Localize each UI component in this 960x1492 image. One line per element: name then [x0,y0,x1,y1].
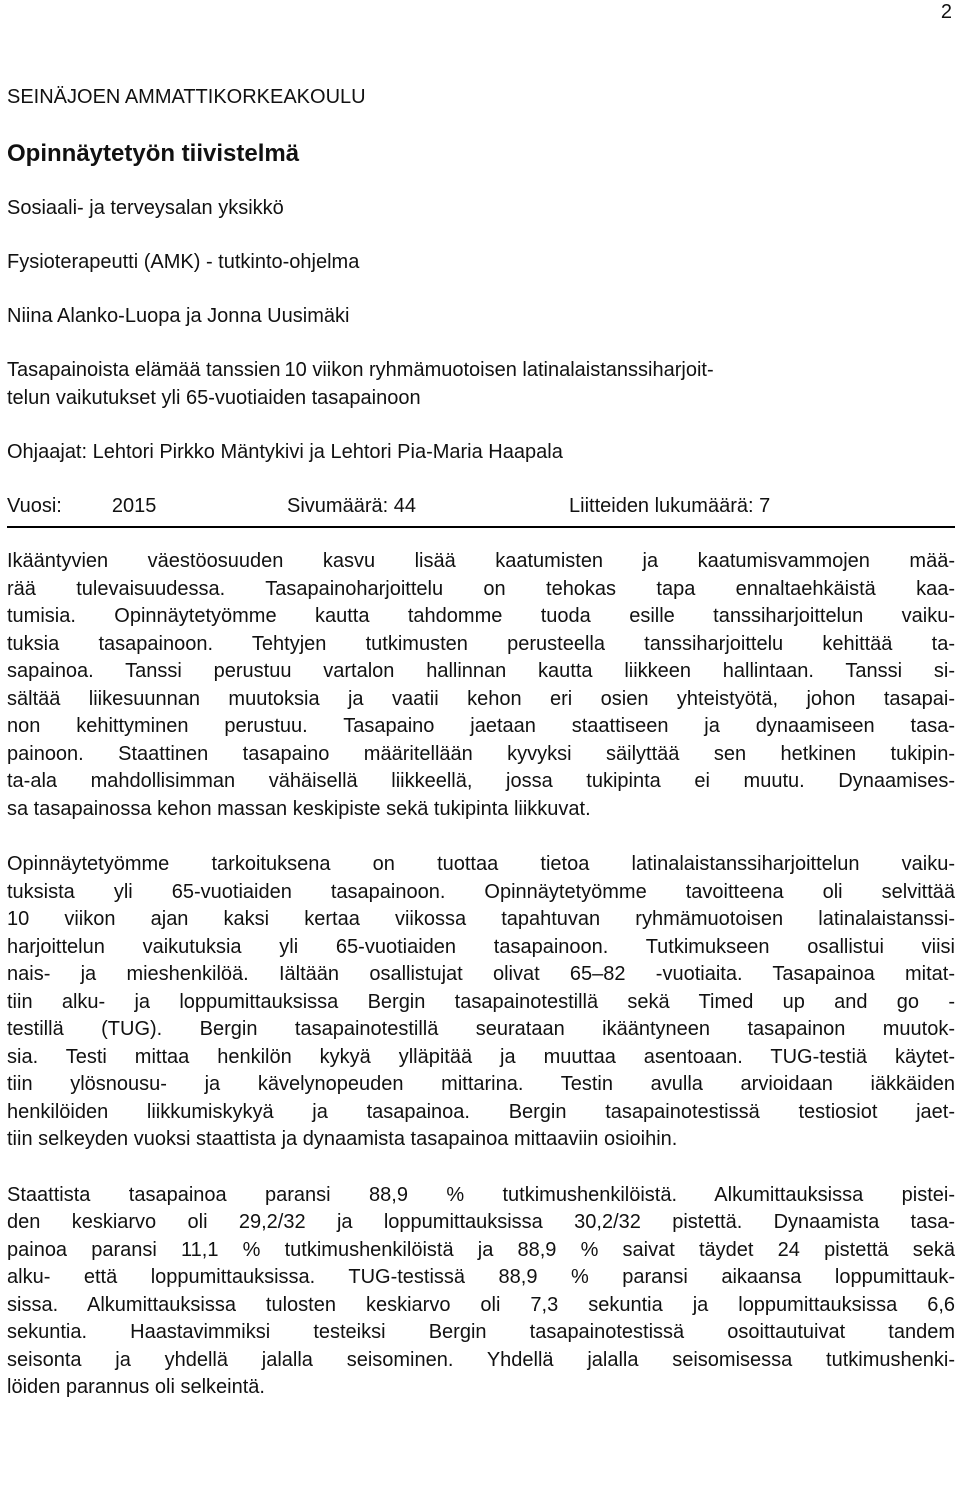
abstract-line: alku- että loppumittauksissa. TUG-testissä 88,9 % paransi aikaansa loppumittauk- [7,1266,955,1288]
thesis-info-row [7,492,955,528]
abstract-line: Staattista tasapainoa paransi 88,9 % tutkimushenkilöistä. Alkumittauksissa pistei- [7,1183,955,1206]
abstract-line: henkilöiden liikkumiskykyä ja tasapainoa. Bergin tasapainotestissä testiosiot jaet- [7,1100,955,1123]
abstract-line: Opinnäytetyömme tarkoituksena on tuottaa tietoa latinalaistanssiharjoittelun vaiku- [7,853,955,875]
abstract-line: sissa. Alkumittauksissa tulosten keskiarvo oli 7,3 sekuntia ja loppumittauksissa 6,6 [7,1293,955,1316]
abstract-line: sa tasapainossa kehon massan keskipiste sekä tukipinta liikkuvat. [7,797,591,820]
thesis-title-line: Tasapainoista elämää tanssien 10 viikon ryhmämuotoisen latinalaistanssiharjoit- [7,359,714,381]
paragraph-gap [7,823,955,851]
abstract-line: rää tulevaisuudessa. Tasapainoharjoittelu on tehokas tapa ennaltaehkäistä kaa- [7,577,955,600]
abstract-line: den keskiarvo oli 29,2/32 ja loppumittauksissa 30,2/32 pistettä. Dynaamista tasa- [7,1211,955,1233]
abstract-line: testillä (TUG). Bergin tasapainotestillä seurataan ikääntyneen tasapainon muutok- [7,1018,955,1040]
abstract-paragraph [7,548,955,823]
abstract-paragraph [7,851,955,1154]
abstract-line: nais- ja mieshenkilöä. Iältään osallistujat olivat 65–82 -vuotiaita. Tasapainoa mitat- [7,963,955,985]
document-title: Opinnäytetyön tiivistelmä [7,140,300,167]
abstract-line: seisonta ja yhdellä jalalla seisominen. Yhdellä jalalla seisomisessa tutkimushenki- [7,1348,955,1371]
unit-name: Sosiaali- ja terveysalan yksikkö [7,197,284,219]
abstract-line: harjoittelun vaikutuksia yli 65-vuotiaiden tasapainoon. Tutkimukseen osallistui viisi [7,935,955,958]
abstract-line: sia. Testi mittaa henkilön kykyä ylläpitää ja muuttaa asentoaan. TUG-testiä käytet- [7,1045,955,1068]
abstract-line: löiden parannus oli selkeintä. [7,1376,265,1398]
authors: Niina Alanko-Luopa ja Jonna Uusimäki [7,305,350,327]
thesis-title [7,356,955,412]
abstract-line: tuksia tasapainoon. Tehtyjen tutkimusten perusteella tanssiharjoittelu kehittää ta- [7,632,955,655]
abstract-line: ta-ala mahdollisimman vähäisellä liikkeellä, jossa tukipinta ei muutu. Dynaamises- [7,770,955,792]
abstract-line: Ikääntyvien väestöosuuden kasvu lisää kaatumisten ja kaatumisvammojen mää- [7,550,955,572]
abstract-line: tuksista yli 65-vuotiaiden tasapainoon. Opinnäytetyömme tavoitteena oli selvittää [7,880,955,903]
supervisors: Ohjaajat: Lehtori Pirkko Mäntykivi ja Lehtori Pia-Maria Haapala [7,441,563,463]
abstract-line: 10 viikon ajan kaksi kertaa viikossa tapahtuvan ryhmämuotoisen latinalaistanssi- [7,908,955,930]
abstract-line: non kehittyminen perustuu. Tasapaino jaetaan staattiseen ja dynaamiseen tasa- [7,715,955,737]
abstract-line: painoon. Staattinen tasapaino määritellään kyvyksi säilyttää sen hetkinen tukipin- [7,742,955,765]
paragraph-gap [7,1154,955,1182]
year-field: Vuosi: 2015 [7,495,157,517]
page-count-field: Sivumäärä: 44 [287,495,416,517]
abstract-line: tiin selkeyden vuoksi staattista ja dynaamista tasapainoa mittaaviin osioihin. [7,1128,678,1150]
abstract-line: sapainoa. Tanssi perustuu vartalon hallinnan kautta liikkeen hallintaan. Tanssi si- [7,660,955,682]
abstract-paragraph [7,1182,955,1402]
abstract-line: painoa paransi 11,1 % tutkimushenkilöistä ja 88,9 % saivat täydet 24 pistettä sekä [7,1238,955,1261]
abstract-line: tumisia. Opinnäytetyömme kautta tahdomme tuoda esille tanssiharjoittelun vaiku- [7,605,955,627]
attachment-count-field: Liitteiden lukumäärä: 7 [569,495,771,517]
abstract-line: tiin ylösnousu- ja kävelynopeuden mittarina. Testin avulla arvioidaan iäkkäiden [7,1073,955,1095]
abstract [7,548,955,1402]
degree-programme: Fysioterapeutti (AMK) - tutkinto-ohjelma [7,251,360,273]
abstract-line: sekuntia. Haastavimmiksi testeiksi Bergin tasapainotestissä osoittautuivat tandem [7,1321,955,1343]
school-name: SEINÄJOEN AMMATTIKORKEAKOULU [7,86,366,108]
document-body [7,83,955,1402]
page-number: 2 [940,1,952,23]
abstract-line: sältää liikesuunnan muutoksia ja vaatii kehon eri osien yhteistyötä, johon tasapai- [7,687,955,710]
thesis-title-line: telun vaikutukset yli 65-vuotiaiden tasapainoon [7,387,421,409]
abstract-line: tiin alku- ja loppumittauksissa Bergin tasapainotestillä sekä Timed up and go - [7,990,955,1013]
